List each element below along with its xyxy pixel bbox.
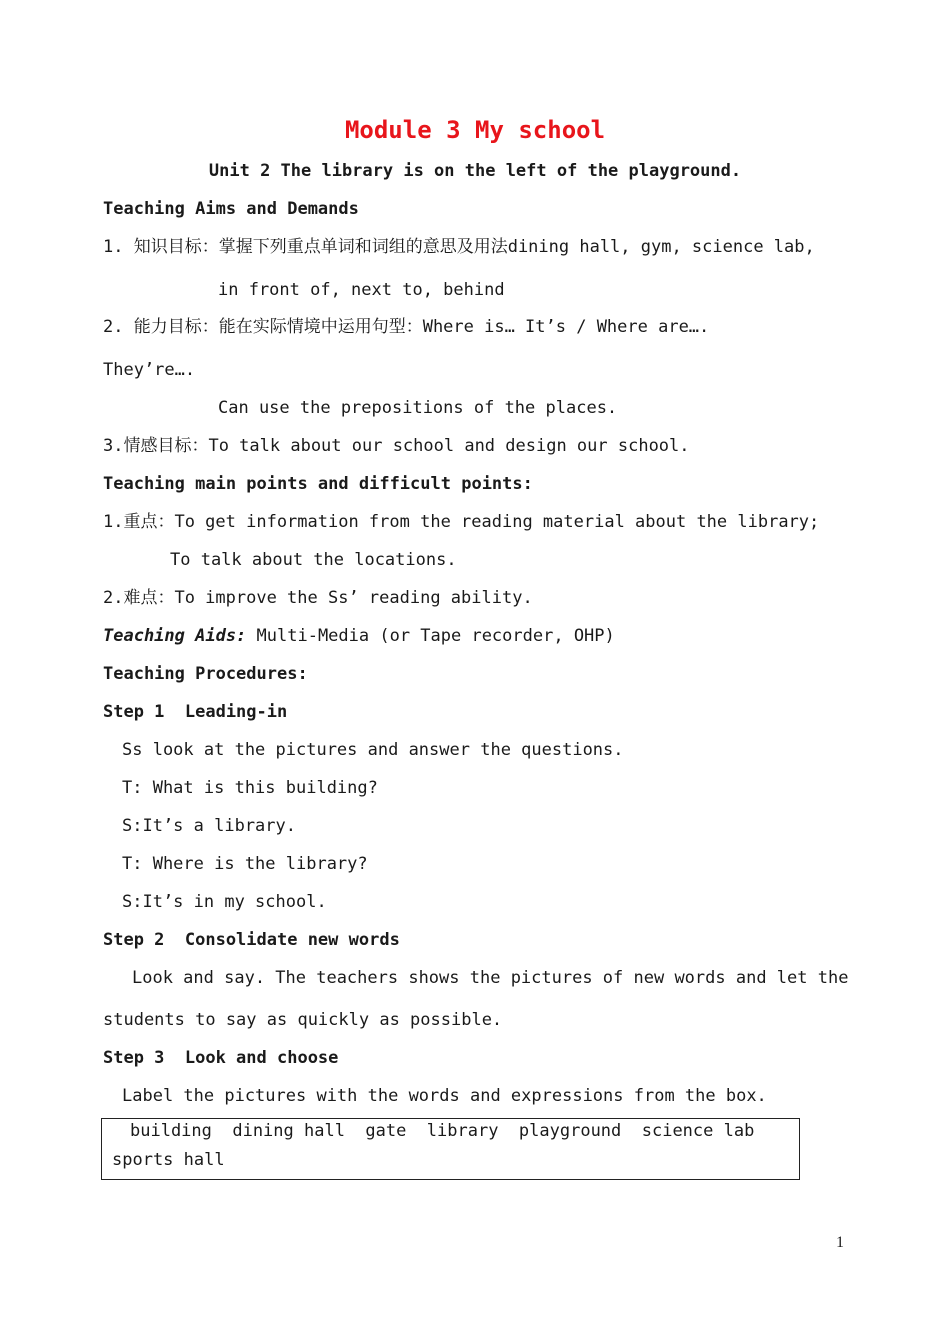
aims-heading: Teaching Aims and Demands: [103, 199, 359, 219]
step2-line: Look and say. The teachers shows the pictures of new words and let the: [132, 968, 849, 988]
step3-heading: Step 3 Look and choose: [103, 1048, 339, 1068]
page-number: 1: [836, 1234, 844, 1251]
aim-ability: 2. 能力目标：能在实际情境中运用句型：Where is… It’s / Where are….: [103, 317, 710, 337]
step1-line: S:It’s a library.: [122, 816, 296, 836]
points-heading: Teaching main points and difficult points:: [103, 474, 533, 494]
key-point-cont: To talk about the locations.: [170, 550, 457, 570]
step1-heading: Step 1 Leading-in: [103, 702, 288, 722]
word-box-line: building dining hall gate library playground science lab: [130, 1121, 755, 1141]
step3-line: Label the pictures with the words and expressions from the box.: [122, 1086, 767, 1106]
aim-ability-prepositions: Can use the prepositions of the places.: [218, 398, 618, 418]
step2-heading: Step 2 Consolidate new words: [103, 930, 400, 950]
teaching-aids: [103, 625, 615, 647]
aim-knowledge-cont: in front of, next to, behind: [218, 280, 505, 300]
step2-line: students to say as quickly as possible.: [103, 1010, 503, 1030]
aim-ability-cont: They’re….: [103, 360, 196, 380]
aim-emotion: 3.情感目标：To talk about our school and design our school.: [103, 436, 690, 456]
teaching-aids-label: Teaching Aids:: [103, 626, 247, 646]
word-box: [101, 1118, 800, 1180]
step1-line: T: Where is the library?: [122, 854, 368, 874]
step1-line: S:It’s in my school.: [122, 892, 327, 912]
step1-line: T: What is this building?: [122, 778, 378, 798]
step1-line: Ss look at the pictures and answer the questions.: [122, 740, 624, 760]
teaching-aids-value: Multi-Media (or Tape recorder, OHP): [246, 626, 615, 646]
difficult-point: 2.难点：To improve the Ss’ reading ability.: [103, 588, 533, 608]
word-box-line: sports hall: [112, 1150, 225, 1170]
procedures-heading: Teaching Procedures:: [103, 664, 308, 684]
key-point: 1.重点：To get information from the reading material about the library;: [103, 512, 820, 532]
aim-knowledge: 1. 知识目标：掌握下列重点单词和词组的意思及用法dining hall, gym, science lab,: [103, 237, 815, 257]
unit-subtitle: Unit 2 The library is on the left of the playground.: [208, 161, 742, 181]
page-title: Module 3 My school: [344, 116, 606, 144]
